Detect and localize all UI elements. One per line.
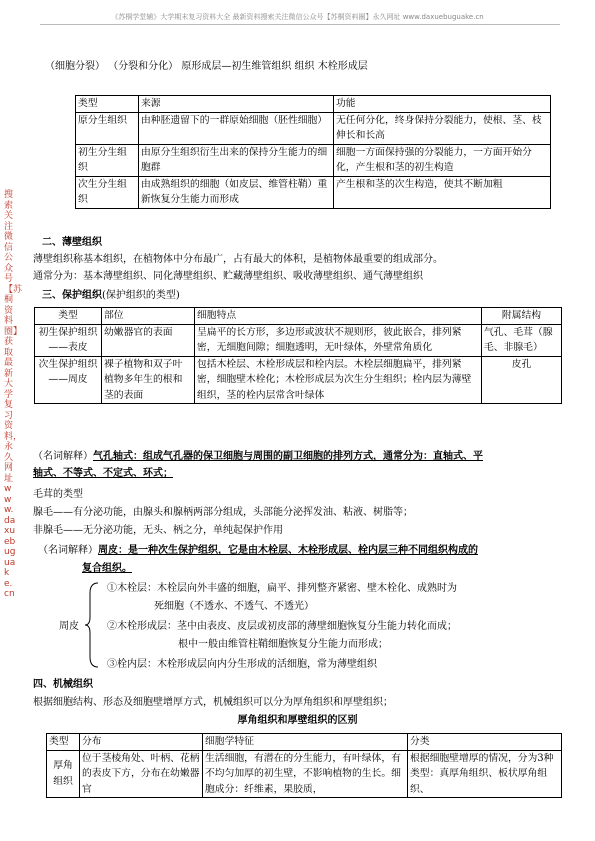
table-cell: 位于茎棱角处、叶柄、花柄的表皮下方，分布在幼嫩器官 (80, 750, 203, 798)
periderm-definition (38, 543, 478, 558)
table-cell: 次生保护组织——周皮 (35, 356, 102, 404)
periderm-label: 周皮 (59, 621, 79, 632)
section-title (42, 288, 180, 303)
table-row (76, 144, 551, 176)
table-header-cell: 类型 (35, 308, 102, 325)
table-cell: 由成熟组织的细胞（如皮层、维管柱鞘）重新恢复分生能力而形成 (139, 176, 334, 208)
table-row (76, 176, 551, 208)
stomata-definition (33, 449, 483, 464)
periderm-item: ①木栓层：木栓层向外丰盛的细胞，扁平、排列整齐紧密、壁木栓化、成熟时为 (107, 583, 457, 594)
header-divider (40, 24, 560, 25)
table-header-row (35, 308, 562, 325)
table-header-cell: 功能 (334, 96, 551, 113)
definition-text-cont: 轴式、不等式、不定式、环式； (33, 468, 173, 479)
table-cell: 皮孔 (482, 356, 562, 404)
table-cell: 生活细胞，有潜在的分生能力，有叶绿体，有不均匀加厚的初生壁，不影响植物的生长。细胞成分：纤维素，果胶质， (203, 750, 408, 798)
definition-text: 周皮：是一种次生保护组织，它是由木栓层、木栓形成层、栓内层三种不同组织构成的 (98, 545, 478, 556)
table-row (35, 324, 562, 356)
table-row (76, 112, 551, 144)
table-cell: 产生根和茎的次生构造，使其不断加粗 (334, 176, 551, 208)
table-header-cell: 来源 (139, 96, 334, 113)
table-header-cell: 部位 (102, 308, 195, 325)
table-cell: 厚角组织 (47, 750, 80, 798)
table-cell: 呈扁平的长方形，多边形或波状不规则形，彼此嵌合，排列紧密，无细胞间隙；细胞透明，无叶绿体，外壁常角质化 (195, 324, 482, 356)
intro-line: （细胞分裂） （分裂和分化） 原形成层—初生维管组织 组织 木栓形成层 (45, 61, 368, 72)
page-header: 《苏桐学堂辅》大学期末复习资料大全 最新资料搜索关注微信公众号【苏桐资料圈】永久网址 www.daxuebuguake.cn (111, 13, 484, 21)
section-title: 四、机械组织 (33, 679, 93, 690)
table-cell: 细胞一方面保持强的分裂能力，一方面开始分化，产生根和茎的初生构造 (334, 144, 551, 176)
table-row (47, 750, 562, 798)
paragraph: 腺毛——有分泌功能，由腺头和腺柄两部分组成，头部能分泌挥发油、粘液、树脂等； (33, 507, 413, 518)
table-header-cell: 类型 (47, 734, 80, 751)
periderm-item-cont: 死细胞（不透水、不透气、不透光） (154, 601, 314, 612)
table-cell: 由原分生组织衍生出来的保持分生能力的细胞群 (139, 144, 334, 176)
definition-lead: （名词解释） (38, 545, 98, 556)
periderm-item: ②木栓形成层：茎中由表皮、皮层或初皮部的薄壁细胞恢复分生能力转化而成； (107, 621, 457, 632)
table-cell: 无任何分化，终身保持分裂能力，使根、茎、枝伸长和长高 (334, 112, 551, 144)
definition-text: 气孔轴式：组成气孔器的保卫细胞与周围的副卫细胞的排列方式，通常分为：直轴式、平 (93, 451, 483, 462)
section-title: 二、薄壁组织 (42, 237, 102, 248)
section-title-text: 三、保护组织 (42, 290, 102, 301)
table-header-row (47, 734, 562, 751)
brace-icon (84, 581, 100, 669)
paragraph: 毛茸的类型 (33, 489, 83, 500)
table-cell: 包括木栓层、木栓形成层和栓内层。木栓层细胞扁平，排列紧密，细胞壁木栓化；木栓形成层为次生分生组织；栓内层为薄壁组织，茎的栓内层常含叶绿体 (195, 356, 482, 404)
meristem-table (75, 95, 551, 209)
periderm-item: ③栓内层：木栓形成层向内分生形成的活细胞，常为薄壁组织 (107, 659, 377, 670)
paragraph: 通常分为：基本薄壁组织、同化薄壁组织、贮藏薄壁组织、吸收薄壁组织、通气薄壁组织 (33, 271, 423, 282)
paragraph: 薄壁组织称基本组织，在植物体中分布最广，占有最大的体积，是植物体最重要的组成部分。 (33, 254, 443, 265)
table-header-cell: 细胞学特征 (203, 734, 408, 751)
table-cell: 次生分生组织 (76, 176, 139, 208)
section-title-suffix: (保护组织的类型) (102, 290, 180, 301)
table-header-cell: 类型 (76, 96, 139, 113)
table-cell: 根据细胞壁增厚的情况，分为3种类型：真厚角组织、板状厚角组织、 (408, 750, 562, 798)
table-header-row (76, 96, 551, 113)
table-header-cell: 细胞特点 (195, 308, 482, 325)
table-title: 厚角组织和厚壁组织的区别 (237, 715, 358, 726)
table-row (35, 356, 562, 404)
paragraph: 非腺毛——无分泌功能，无头、柄之分，单纯起保护作用 (33, 525, 283, 536)
definition-text-cont: 复合组织。 (82, 563, 132, 574)
protective-tissue-table (34, 307, 562, 404)
table-cell: 幼嫩器官的表面 (102, 324, 195, 356)
periderm-item-cont: 根中一般由维管柱鞘细胞恢复分生能力而形成； (178, 639, 388, 650)
mechanical-tissue-table (46, 733, 562, 798)
definition-lead: （名词解释） (33, 451, 93, 462)
table-header-cell: 分布 (80, 734, 203, 751)
table-cell: 原分生组织 (76, 112, 139, 144)
table-header-cell: 分类 (408, 734, 562, 751)
table-cell: 初生分生组织 (76, 144, 139, 176)
table-cell: 裸子植物和双子叶植物多年生的根和茎的表面 (102, 356, 195, 404)
table-cell: 气孔、毛茸（腺毛、非腺毛） (482, 324, 562, 356)
side-watermark: 搜索关注微信公众号【苏桐资料圈】获取最新大学复习资料，永久网址www.daxuebuguake.cn (4, 190, 23, 599)
table-header-cell: 附属结构 (482, 308, 562, 325)
table-cell: 由种胚遗留下的一群原始细胞（胚性细胞） (139, 112, 334, 144)
paragraph: 根据细胞结构、形态及细胞壁增厚方式，机械组织可以分为厚角组织和厚壁组织； (33, 697, 393, 708)
table-cell: 初生保护组织——表皮 (35, 324, 102, 356)
